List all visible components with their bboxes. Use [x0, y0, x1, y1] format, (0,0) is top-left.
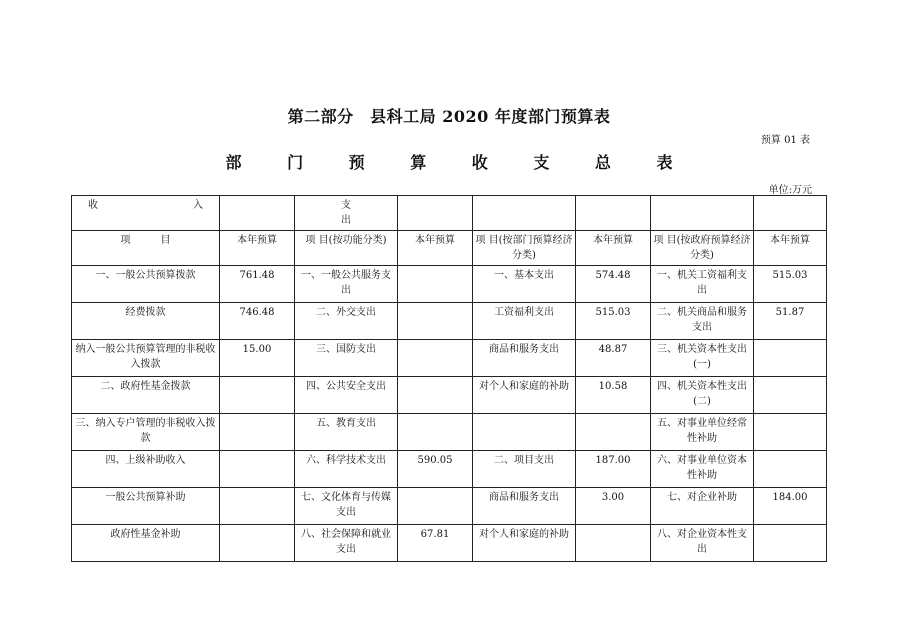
income-amount: [220, 451, 295, 488]
expense-label-line1: 支: [341, 200, 351, 211]
income-section-header: [72, 196, 220, 231]
gov-economic-amount: 51.87: [754, 303, 827, 340]
functional-item: 八、社会保障和就业支出: [295, 525, 398, 562]
gov-economic-item: 五、对事业单位经常性补助: [651, 414, 754, 451]
functional-item: 七、文化体育与传媒支出: [295, 488, 398, 525]
income-label-right: 入: [193, 200, 203, 211]
column-header: 项 目(按功能分类): [295, 231, 398, 266]
income-amount: [220, 377, 295, 414]
dept-economic-amount: [576, 414, 651, 451]
dept-economic-amount: 3.00: [576, 488, 651, 525]
dept-economic-amount: 574.48: [576, 266, 651, 303]
expense-label-line2: 出: [341, 215, 351, 226]
gov-economic-item: 二、机关商品和服务支出: [651, 303, 754, 340]
column-header: 本年预算: [398, 231, 473, 266]
unit-label: 单位:万元: [768, 185, 812, 196]
form-code: 预算 01 表: [760, 135, 810, 146]
column-header: 项 目(按部门预算经济分类): [473, 231, 576, 266]
functional-item: 二、外交支出: [295, 303, 398, 340]
table-row: [72, 451, 827, 488]
functional-amount: [398, 266, 473, 303]
income-item: 一般公共预算补助: [72, 488, 220, 525]
page-title: 第二部分 县科工局 2020 年度部门预算表: [287, 107, 611, 126]
income-amount: 761.48: [220, 266, 295, 303]
functional-item: 三、国防支出: [295, 340, 398, 377]
table-row: [72, 525, 827, 562]
gov-economic-item: 四、机关资本性支出(二): [651, 377, 754, 414]
gov-economic-item: 一、机关工资福利支出: [651, 266, 754, 303]
section-header-blank: [473, 196, 576, 231]
column-header: 本年预算: [754, 231, 827, 266]
income-amount: [220, 488, 295, 525]
table-title: 部 门 预 算 收 支 总 表: [225, 153, 693, 172]
gov-economic-amount: 184.00: [754, 488, 827, 525]
income-item: 四、上级补助收入: [72, 451, 220, 488]
dept-economic-amount: 187.00: [576, 451, 651, 488]
column-header: 本年预算: [220, 231, 295, 266]
income-item: 纳入一般公共预算管理的非税收入拨款: [72, 340, 220, 377]
gov-economic-amount: [754, 377, 827, 414]
section-header-blank: [651, 196, 754, 231]
gov-economic-item: 三、机关资本性支出(一): [651, 340, 754, 377]
section-header-blank: [754, 196, 827, 231]
income-amount: [220, 414, 295, 451]
income-item: 二、政府性基金拨款: [72, 377, 220, 414]
functional-amount: [398, 340, 473, 377]
column-header: 本年预算: [576, 231, 651, 266]
functional-item: 一、一般公共服务支出: [295, 266, 398, 303]
gov-economic-item: 六、对事业单位资本性补助: [651, 451, 754, 488]
dept-economic-item: 对个人和家庭的补助: [473, 377, 576, 414]
income-amount: [220, 525, 295, 562]
section-header-blank: [220, 196, 295, 231]
dept-economic-amount: 10.58: [576, 377, 651, 414]
functional-amount: 590.05: [398, 451, 473, 488]
table-row: [72, 303, 827, 340]
dept-economic-item: 商品和服务支出: [473, 340, 576, 377]
table-row: [72, 266, 827, 303]
dept-economic-item: 一、基本支出: [473, 266, 576, 303]
section-header-row: [72, 196, 827, 231]
functional-item: 五、教育支出: [295, 414, 398, 451]
income-item: 经费拨款: [72, 303, 220, 340]
income-amount: 15.00: [220, 340, 295, 377]
income-item: 三、纳入专户管理的非税收入拨款: [72, 414, 220, 451]
dept-economic-amount: 48.87: [576, 340, 651, 377]
dept-economic-amount: [576, 525, 651, 562]
gov-economic-amount: [754, 340, 827, 377]
column-header-row: [72, 231, 827, 266]
income-amount: 746.48: [220, 303, 295, 340]
table-row: [72, 414, 827, 451]
functional-amount: [398, 414, 473, 451]
income-item: 政府性基金补助: [72, 525, 220, 562]
functional-amount: [398, 488, 473, 525]
expense-section-header: [295, 196, 398, 231]
gov-economic-item: 七、对企业补助: [651, 488, 754, 525]
income-item: 一、一般公共预算拨款: [72, 266, 220, 303]
column-header: 项 目(按政府预算经济分类): [651, 231, 754, 266]
functional-amount: 67.81: [398, 525, 473, 562]
dept-economic-item: [473, 414, 576, 451]
dept-economic-item: 商品和服务支出: [473, 488, 576, 525]
dept-economic-item: 对个人和家庭的补助: [473, 525, 576, 562]
gov-economic-amount: [754, 414, 827, 451]
functional-amount: [398, 377, 473, 414]
dept-economic-item: 工资福利支出: [473, 303, 576, 340]
budget-summary-table: [71, 195, 827, 562]
functional-item: 六、科学技术支出: [295, 451, 398, 488]
gov-economic-amount: [754, 451, 827, 488]
dept-economic-item: 二、项目支出: [473, 451, 576, 488]
column-header: 项 目: [72, 231, 220, 266]
dept-economic-amount: 515.03: [576, 303, 651, 340]
table-row: [72, 340, 827, 377]
section-header-blank: [576, 196, 651, 231]
gov-economic-item: 八、对企业资本性支出: [651, 525, 754, 562]
income-label-left: 收: [88, 200, 98, 211]
functional-amount: [398, 303, 473, 340]
table-row: [72, 488, 827, 525]
section-header-blank: [398, 196, 473, 231]
gov-economic-amount: 515.03: [754, 266, 827, 303]
gov-economic-amount: [754, 525, 827, 562]
table-row: [72, 377, 827, 414]
functional-item: 四、公共安全支出: [295, 377, 398, 414]
